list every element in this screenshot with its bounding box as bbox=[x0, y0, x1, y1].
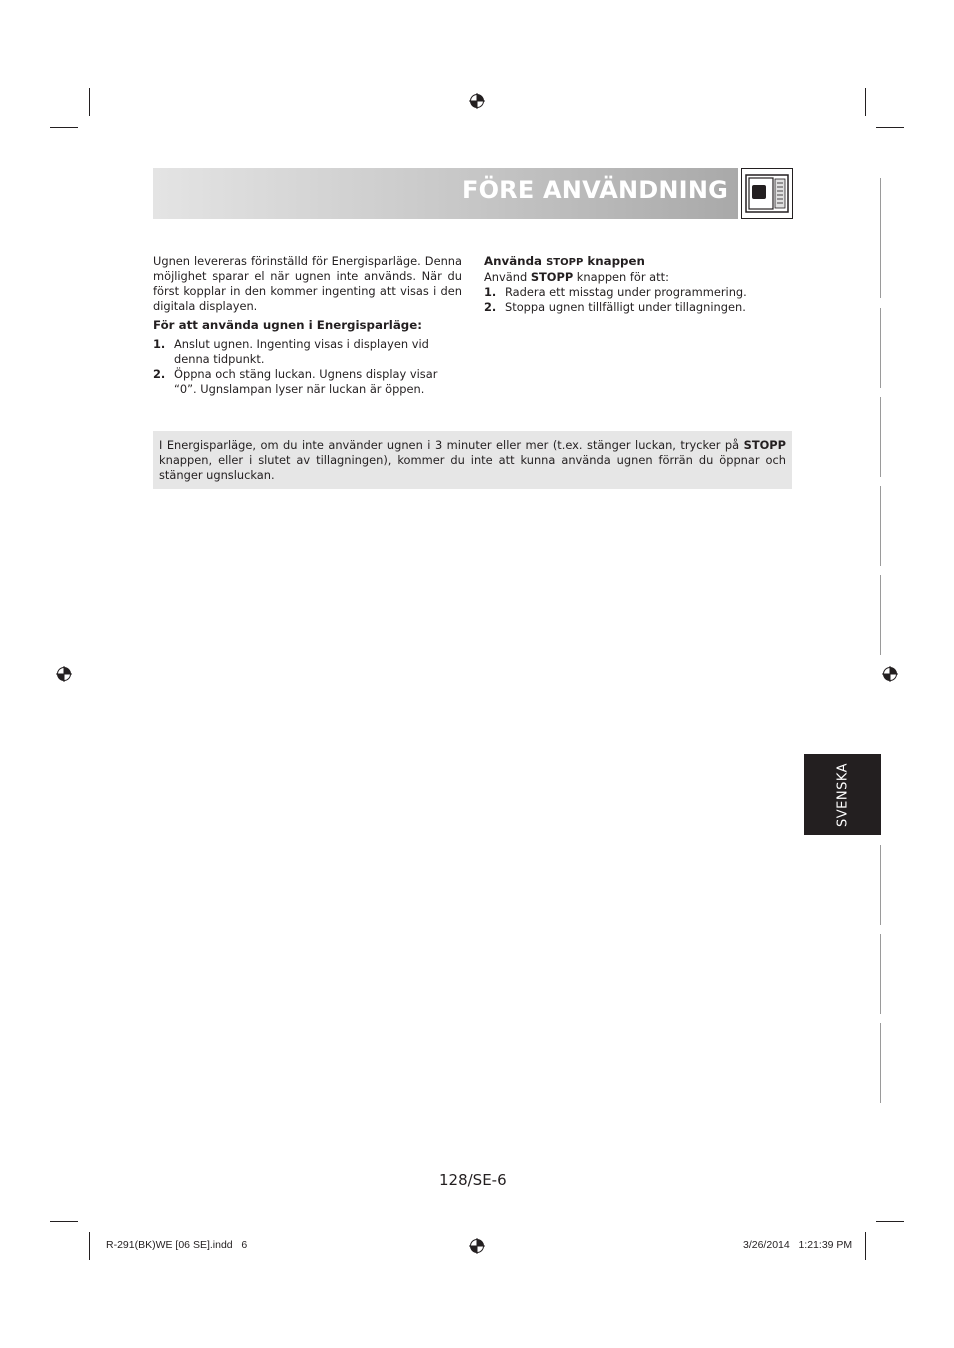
registration-mark-icon bbox=[469, 93, 485, 109]
crop-mark bbox=[865, 1232, 866, 1260]
side-rule bbox=[880, 178, 881, 298]
crop-mark bbox=[50, 1221, 78, 1222]
step-number: 1. bbox=[484, 285, 497, 299]
side-rule bbox=[880, 1023, 881, 1103]
stop-key-label: STOPP bbox=[530, 270, 574, 284]
intro-text: Använd bbox=[484, 270, 531, 284]
crop-mark bbox=[865, 88, 866, 116]
page-title: FÖRE ANVÄNDNING bbox=[461, 176, 728, 204]
intro-text: knappen för att: bbox=[573, 270, 669, 284]
crop-mark bbox=[89, 1232, 90, 1260]
list-item bbox=[153, 337, 462, 367]
heading-text: Använda bbox=[484, 254, 547, 268]
step-number: 2. bbox=[484, 300, 497, 314]
side-rule bbox=[880, 308, 881, 388]
right-column bbox=[484, 254, 784, 315]
intro-paragraph: Ugnen levereras förinställd för Energisparläge. Denna möjlighet sparar el när ugnen inte används. När du först kopplar in den kommer ingenting att visas i den digitala displayen. bbox=[153, 254, 462, 313]
heading-text: knappen bbox=[583, 254, 645, 268]
registration-mark-icon bbox=[882, 666, 898, 682]
language-tab bbox=[804, 754, 881, 835]
note-text bbox=[159, 438, 786, 483]
note-box bbox=[153, 431, 792, 489]
side-rule bbox=[880, 575, 881, 655]
step-number: 2. bbox=[153, 367, 166, 381]
registration-mark-icon bbox=[469, 1238, 485, 1254]
note-text-part: I Energisparläge, om du inte använder ugnen i 3 minuter eller mer (t.ex. stänger luckan, trycker på bbox=[159, 438, 744, 452]
language-label: SVENSKA bbox=[835, 762, 850, 827]
registration-mark-icon bbox=[56, 666, 72, 682]
side-rule bbox=[880, 934, 881, 1014]
step-text: Anslut ugnen. Ingenting visas i displayen vid denna tidpunkt. bbox=[174, 337, 429, 366]
step-text: Stoppa ugnen tillfälligt under tillagningen. bbox=[505, 300, 746, 314]
microwave-oven-icon bbox=[741, 168, 793, 219]
energy-save-steps bbox=[153, 337, 462, 397]
step-text: Radera ett misstag under programmering. bbox=[505, 285, 747, 299]
stop-key-label: STOPP bbox=[743, 438, 786, 452]
crop-mark bbox=[50, 127, 78, 128]
stop-button-heading bbox=[484, 254, 784, 270]
list-item bbox=[153, 367, 462, 397]
step-number: 1. bbox=[153, 337, 166, 351]
note-text-part: knappen, eller i slutet av tillagningen), kommer du inte att kunna använda ugnen förrän du öppnar och stänger ugnsluckan. bbox=[159, 453, 786, 482]
page-number: 128/SE-6 bbox=[439, 1171, 507, 1189]
list-item bbox=[484, 300, 784, 315]
energy-save-heading: För att använda ugnen i Energisparläge: bbox=[153, 318, 422, 332]
step-text: Öppna och stäng luckan. Ugnens display visar “0”. Ugnslampan lyser när luckan är öppen. bbox=[174, 367, 438, 396]
side-rule bbox=[880, 397, 881, 477]
section-header-banner bbox=[153, 168, 738, 219]
stop-intro bbox=[484, 270, 784, 285]
crop-mark bbox=[876, 1221, 904, 1222]
timestamp: 3/26/2014 1:21:39 PM bbox=[743, 1239, 853, 1251]
side-rule bbox=[880, 845, 881, 925]
crop-mark bbox=[89, 88, 90, 116]
list-item bbox=[484, 285, 784, 300]
stop-key-label: STOPP bbox=[546, 257, 584, 268]
stop-steps bbox=[484, 285, 784, 315]
crop-mark bbox=[876, 127, 904, 128]
file-name: R-291(BK)WE [06 SE].indd 6 bbox=[106, 1239, 248, 1251]
left-column bbox=[153, 254, 462, 397]
side-rule bbox=[880, 486, 881, 566]
